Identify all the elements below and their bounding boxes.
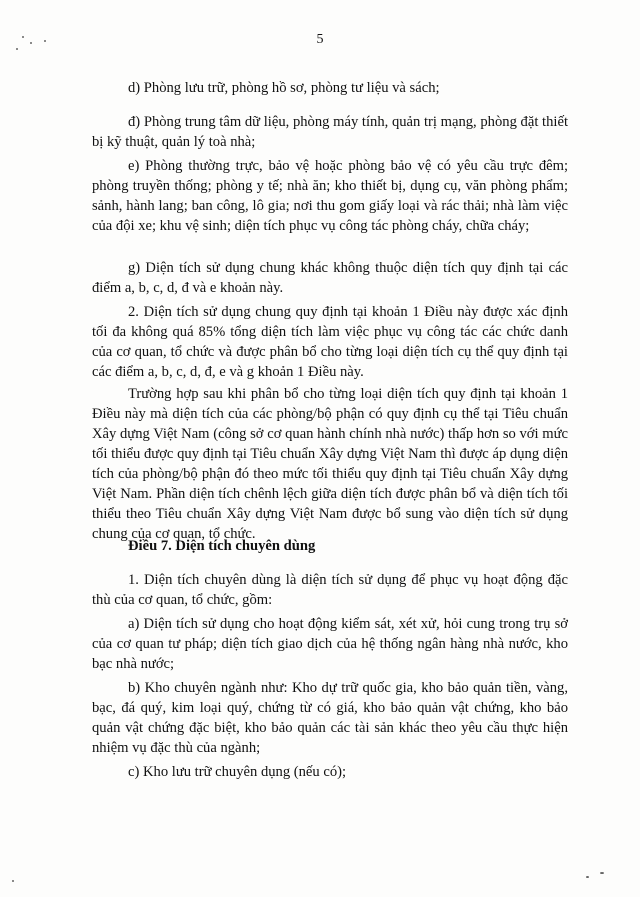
paragraph-article-b: b) Kho chuyên ngành như: Kho dự trữ quốc gia, kho bảo quản tiền, vàng, bạc, đá quý, kim loại quý, chứng từ có giá, kho bảo quản vật chứng, kho bảo quản vật chứng đặc biệt, kho bảo quản các tài sản khác theo yêu cầu thực hiện nhiệm vụ đặc thù của ngành;	[92, 680, 568, 756]
scan-speck	[586, 876, 589, 878]
paragraph-clause-2: 2. Diện tích sử dụng chung quy định tại khoản 1 Điều này được xác định tối đa không quá 85% tổng diện tích làm việc phục vụ công tác các chức danh của cơ quan, tổ chức và được phân bổ cho từng loại diện tích cụ thể quy định tại các điểm a, b, c, d, đ, e và g khoản 1 Điều này.	[92, 304, 568, 380]
paragraph-g: g) Diện tích sử dụng chung khác không thuộc diện tích quy định tại các điểm a, b, c, d, đ và e khoản này.	[92, 260, 568, 296]
article-heading: Điều 7. Diện tích chuyên dùng	[128, 538, 316, 554]
paragraph-article-clause-1: 1. Diện tích chuyên dùng là diện tích sử dụng để phục vụ hoạt động đặc thù của cơ quan, tổ chức, gồm:	[92, 572, 568, 608]
paragraph-article-a: a) Diện tích sử dụng cho hoạt động kiểm sát, xét xử, hỏi cung trong trụ sở của cơ quan tư pháp; diện tích giao dịch của hệ thống ngân hàng nhà nước, kho bạc nhà nước;	[92, 616, 568, 672]
paragraph-dd: đ) Phòng trung tâm dữ liệu, phòng máy tính, quản trị mạng, phòng đặt thiết bị kỹ thuật, quản lý toà nhà;	[92, 114, 568, 150]
paragraph-article-c: c) Kho lưu trữ chuyên dụng (nếu có);	[128, 764, 347, 780]
page-number: 5	[316, 32, 324, 47]
paragraph-exception: Trường hợp sau khi phân bổ cho từng loại diện tích quy định tại khoản 1 Điều này mà diện tích của các phòng/bộ phận có quy định cụ thể tại Tiêu chuẩn Xây dựng Việt Nam (công sở cơ quan hành chính nhà nước) thấp hơn so với mức tối thiểu được quy định tại Tiêu chuẩn Xây dựng Việt Nam thì được áp dụng diện tích của phòng/bộ phận đó theo mức tối thiểu quy định tại Tiêu chuẩn Xây dựng Việt Nam. Phần diện tích chênh lệch giữa diện tích được phân bổ và diện tích tối thiểu theo Tiêu chuẩn Xây dựng Việt Nam được bổ sung vào diện tích sử dụng chung của cơ quan, tổ chức.	[92, 386, 568, 542]
scan-speck	[600, 872, 604, 874]
scan-speck	[12, 880, 14, 882]
scan-speck	[16, 48, 18, 50]
paragraph-d: d) Phòng lưu trữ, phòng hồ sơ, phòng tư liệu và sách;	[128, 80, 440, 96]
paragraph-e: e) Phòng thường trực, bảo vệ hoặc phòng bảo vệ có yêu cầu trực đêm; phòng truyền thống; phòng y tế; nhà ăn; kho thiết bị, dụng cụ, văn phòng phẩm; sảnh, hành lang; ban công, lô gia; nơi thu gom giấy loại và rác thải; nhà làm việc của đội xe; khu vệ sinh; diện tích phục vụ công tác phòng cháy, chữa cháy;	[92, 158, 568, 234]
